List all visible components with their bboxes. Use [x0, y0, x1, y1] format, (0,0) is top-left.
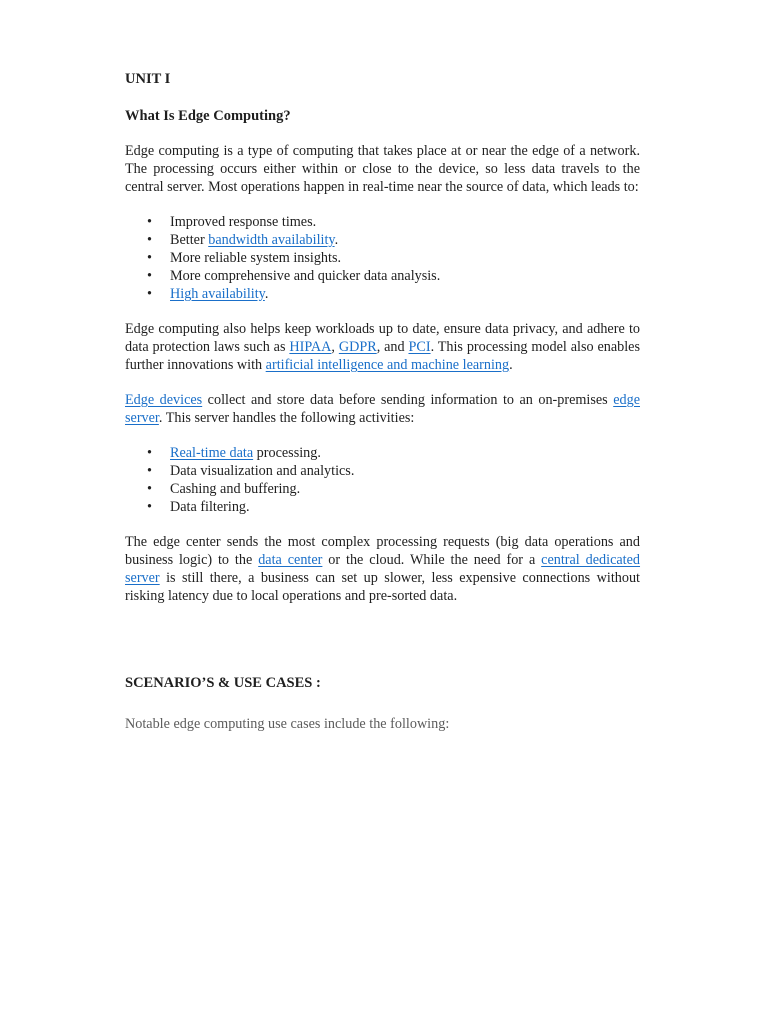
edge-devices-paragraph	[125, 391, 640, 427]
edge-center-paragraph	[125, 533, 640, 605]
list-item	[125, 480, 640, 498]
high-availability-link[interactable]: High availability	[170, 286, 265, 302]
bullet-icon: •	[147, 286, 152, 302]
data-center-link[interactable]: data center	[258, 552, 323, 568]
bullet-icon: •	[147, 499, 152, 515]
list-item	[125, 285, 640, 303]
bullet-icon: •	[147, 268, 152, 284]
paragraph-text: , and	[376, 339, 409, 355]
edge-server-link[interactable]: edge server	[125, 392, 640, 426]
scenarios-heading: SCENARIO’S & USE CASES :	[125, 675, 321, 691]
paragraph-text: is still there, a business can set up slower, less expensive connections without risking latency due to local operations and pre-sorted data.	[125, 570, 640, 604]
paragraph-text: . This server handles the following activities:	[158, 410, 415, 426]
paragraph-text: Edge computing also helps keep workloads up to date, ensure data privacy, and adhere to data protection laws such as	[125, 321, 640, 355]
benefits-list	[125, 213, 640, 303]
benefit-text: More comprehensive and quicker data analysis.	[170, 268, 441, 284]
bullet-icon: •	[147, 481, 152, 497]
paragraph-text: The edge center sends the most complex processing requests (big data operations and business logic) to the	[125, 534, 640, 568]
activity-text: processing.	[253, 445, 321, 461]
benefit-text: More reliable system insights.	[170, 250, 342, 266]
bandwidth-availability-link[interactable]: bandwidth availability	[208, 232, 335, 248]
unit-title: UNIT I	[125, 71, 171, 87]
paragraph-text: . This processing model also enables further innovations with	[125, 339, 640, 373]
data-protection-paragraph	[125, 320, 640, 374]
activities-list	[125, 444, 640, 516]
paragraph-text: collect and store data before sending information to an on-premises	[202, 392, 614, 408]
section-title: What Is Edge Computing?	[125, 108, 291, 124]
bullet-icon: •	[147, 214, 152, 230]
list-item	[125, 462, 640, 480]
paragraph-text: ,	[331, 339, 339, 355]
intro-paragraph: Edge computing is a type of computing that takes place at or near the edge of a network. The processing occurs either within or close to the device, so less data travels to the central server. Most operations happen in real-time near the source of data, which leads to:	[125, 143, 640, 195]
activity-text: Data filtering.	[170, 499, 250, 515]
list-item	[125, 444, 640, 462]
hipaa-link[interactable]: HIPAA	[289, 339, 332, 355]
ai-ml-link[interactable]: artificial intelligence and machine learning	[265, 357, 510, 373]
benefit-text: Improved response times.	[170, 214, 317, 230]
benefit-text: Better	[170, 232, 209, 248]
real-time-data-link[interactable]: Real-time data	[170, 445, 254, 461]
list-item	[125, 213, 640, 231]
paragraph-text: or the cloud. While the need for a	[322, 552, 542, 568]
benefit-text-suffix: .	[334, 232, 339, 248]
use-cases-intro: Notable edge computing use cases include the following:	[125, 716, 450, 732]
paragraph-text: .	[509, 357, 513, 373]
list-item	[125, 267, 640, 285]
bullet-icon: •	[147, 232, 152, 248]
benefit-text-suffix: .	[264, 286, 269, 302]
document-page	[125, 70, 640, 733]
pci-link[interactable]: PCI	[408, 339, 431, 355]
gdpr-link[interactable]: GDPR	[338, 339, 377, 355]
list-item	[125, 249, 640, 267]
central-dedicated-server-link[interactable]: central dedicated server	[125, 552, 641, 586]
activity-text: Data visualization and analytics.	[170, 463, 355, 479]
list-item	[125, 231, 640, 249]
edge-devices-link[interactable]: Edge devices	[125, 392, 203, 408]
bullet-icon: •	[147, 463, 152, 479]
bullet-icon: •	[147, 250, 152, 266]
bullet-icon: •	[147, 445, 152, 461]
activity-text: Cashing and buffering.	[170, 481, 301, 497]
list-item	[125, 498, 640, 516]
